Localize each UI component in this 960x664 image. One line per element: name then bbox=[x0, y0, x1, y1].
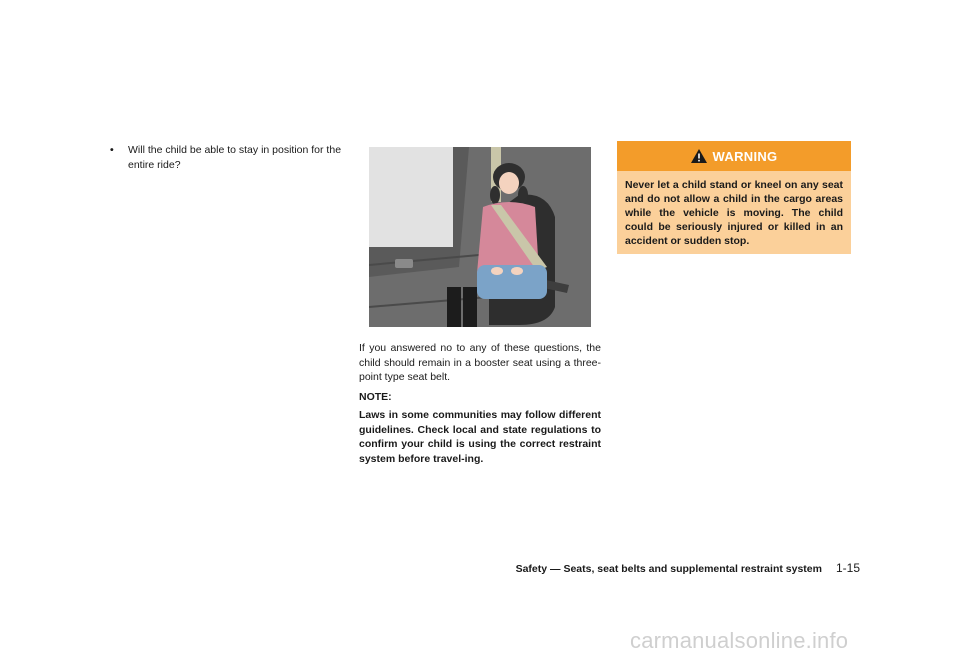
warning-header bbox=[617, 141, 851, 171]
warning-box bbox=[617, 141, 851, 254]
middle-column bbox=[359, 147, 601, 466]
bullet-item bbox=[110, 143, 350, 172]
footer-section-title: Safety — Seats, seat belts and supplemental restraint system bbox=[515, 563, 822, 575]
warning-title: WARNING bbox=[712, 148, 778, 164]
child-booster-seat-illustration bbox=[369, 147, 591, 327]
warning-triangle-icon bbox=[691, 149, 707, 163]
watermark: carmanualsonline.info bbox=[630, 628, 849, 653]
bullet-marker: • bbox=[110, 144, 114, 156]
page-footer bbox=[470, 561, 860, 575]
note-heading: NOTE: bbox=[359, 390, 392, 403]
page-number: 1-15 bbox=[835, 561, 860, 575]
answer-paragraph: If you answered no to any of these questions, the child should remain in a booster seat using a three-point type seat belt. bbox=[359, 342, 601, 383]
note-body: Laws in some communities may follow different guidelines. Check local and state regulations to confirm your child is using the correct restraint system before travel-ing. bbox=[359, 409, 601, 465]
left-column bbox=[110, 143, 350, 172]
warning-body: Never let a child stand or kneel on any seat and do not allow a child in the cargo areas while the vehicle is moving. The child could be seriously injured or killed in an accident or sudden stop. bbox=[625, 179, 843, 247]
bullet-text: Will the child be able to stay in position for the entire ride? bbox=[128, 144, 342, 171]
